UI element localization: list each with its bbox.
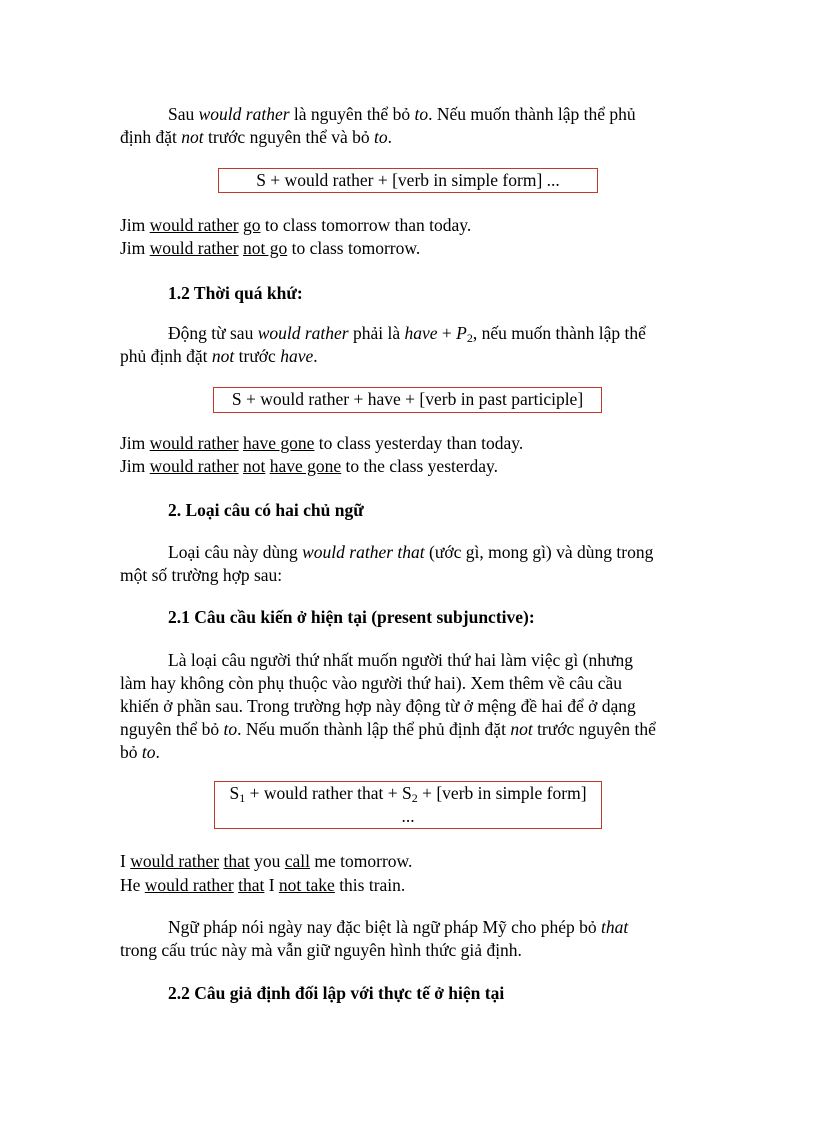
paragraph-2-1-line4: nguyên thể bỏ to. Nếu muốn thành lập thể phủ định đặt not trước nguyên thể — [120, 719, 656, 739]
intro-paragraph-line2: định đặt not trước nguyên thể và bỏ to. — [120, 127, 392, 147]
note-paragraph-line2: trong cấu trúc này mà vẫn giữ nguyên hình thức giả định. — [120, 940, 522, 960]
formula-2-text: S + would rather + have + [verb in past participle] — [231, 389, 584, 409]
paragraph-2-1-line2: làm hay không còn phụ thuộc vào người thứ hai). Xem thêm về câu cầu — [120, 673, 623, 693]
paragraph-2-1-line1: Là loại câu người thứ nhất muốn người thứ hai làm việc gì (nhưng — [168, 650, 633, 670]
note-paragraph: Ngữ pháp nói ngày nay đặc biệt là ngữ pháp Mỹ cho phép bỏ that — [168, 917, 629, 937]
formula-1-text: S + would rather + [verb in simple form] ... — [256, 170, 560, 190]
paragraph-2-line2: một số trường hợp sau: — [120, 565, 283, 585]
formula-box-2 — [213, 387, 602, 413]
formula-box-1 — [218, 168, 598, 193]
heading-2-1: 2.1 Câu cầu kiến ở hiện tại (present subjunctive): — [168, 607, 535, 627]
formula-3-line1: $S_1$ + would rather that + $S_2$ + [verb in simple form] — [229, 783, 587, 805]
example-1a: Jim would rather go to class tomorrow than today. — [120, 215, 472, 235]
example-2b: Jim would rather not have gone to the class yesterday. — [120, 456, 498, 476]
example-1b: Jim would rather not go to class tomorrow. — [120, 238, 421, 258]
heading-2: 2. Loại câu có hai chủ ngữ — [168, 500, 364, 520]
paragraph-1-2: Động từ sau would rather phải là have + $P_2$, nếu muốn thành lập thể — [168, 323, 646, 345]
heading-2-2: 2.2 Câu giả định đối lập với thực tế ở hiện tại — [168, 983, 505, 1003]
paragraph-1-2-line2: phủ định đặt not trước have. — [120, 346, 318, 366]
paragraph-2: Loại câu này dùng would rather that (ước gì, mong gì) và dùng trong — [168, 542, 654, 562]
paragraph-2-1-line3: khiến ở phần sau. Trong trường hợp này động từ ở mệng đề hai để ở dạng — [120, 696, 636, 716]
example-2a: Jim would rather have gone to class yesterday than today. — [120, 433, 524, 453]
formula-box-3 — [214, 781, 602, 829]
example-3b: He would rather that I not take this train. — [120, 875, 406, 895]
paragraph-2-1-line5: bỏ to. — [120, 742, 160, 762]
intro-paragraph: Sau would rather là nguyên thể bỏ to. Nếu muốn thành lập thể phủ — [168, 104, 636, 124]
heading-1-2: 1.2 Thời quá khứ: — [168, 283, 303, 303]
example-3a: I would rather that you call me tomorrow. — [120, 851, 413, 871]
formula-3-line2: ... — [401, 806, 415, 826]
